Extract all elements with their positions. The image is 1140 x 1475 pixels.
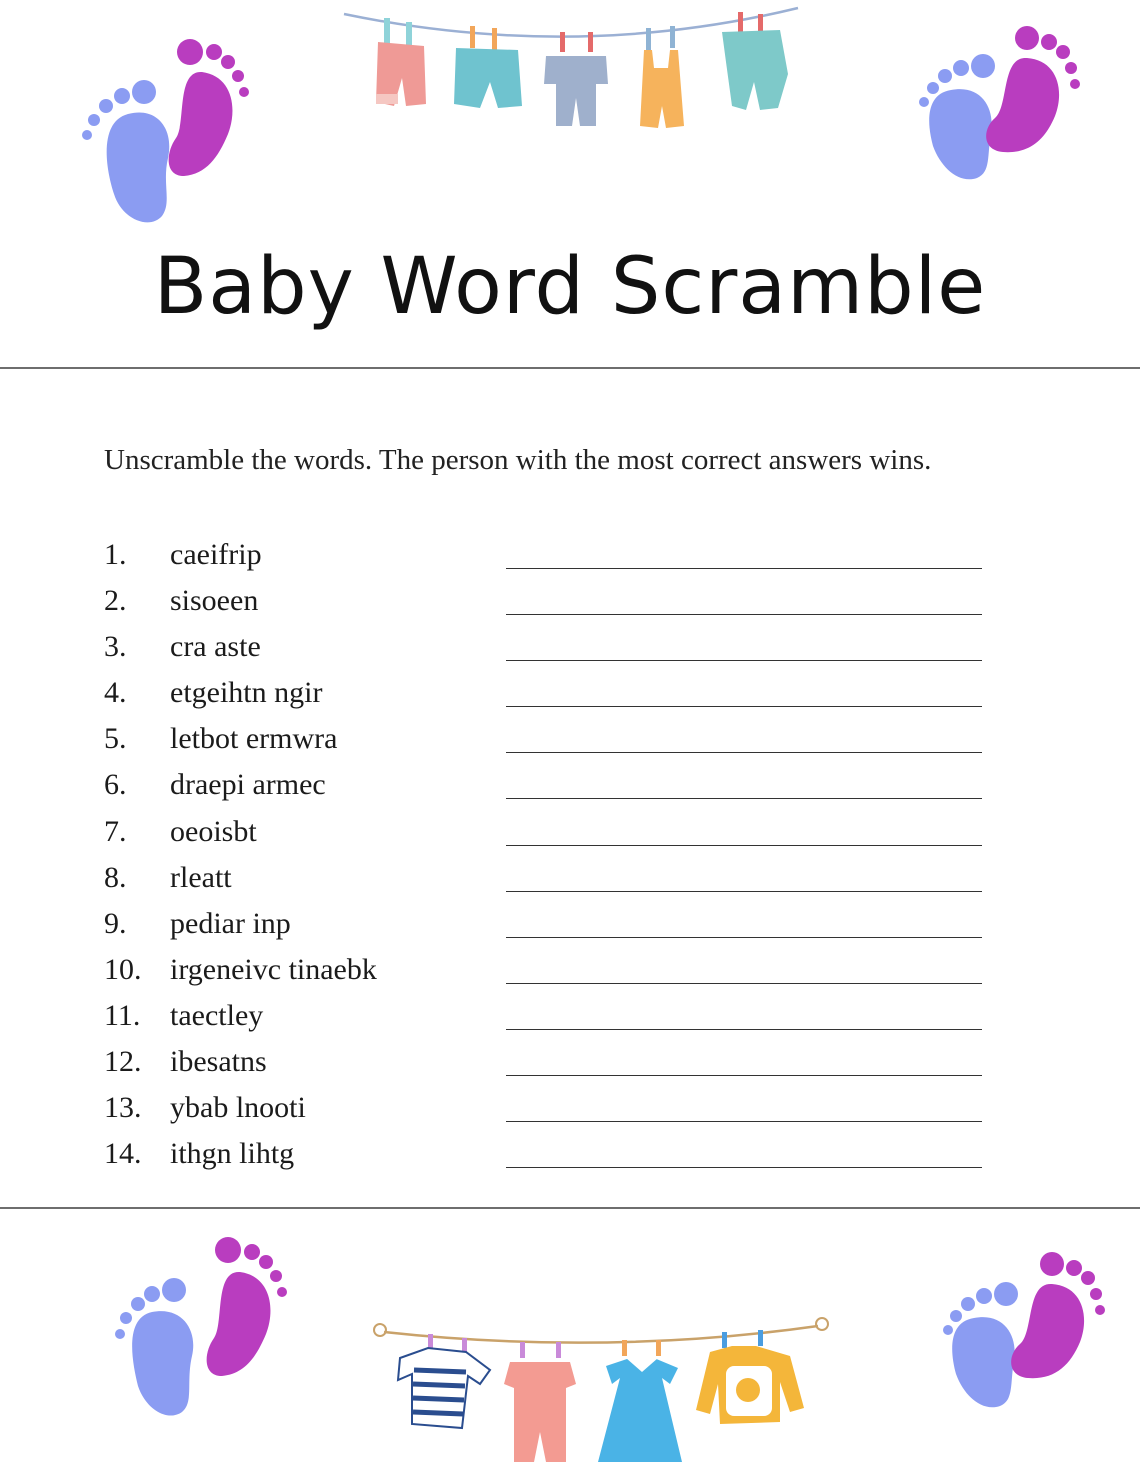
answer-line[interactable] [506, 568, 982, 569]
item-number: 6. [104, 768, 127, 802]
item-number: 7. [104, 814, 127, 848]
answer-line[interactable] [506, 983, 982, 984]
footprints-top-right-icon [915, 28, 1095, 218]
scrambled-word: oeoisbt [170, 814, 257, 848]
answer-line[interactable] [506, 614, 982, 615]
top-divider [0, 367, 1140, 369]
list-item [104, 1131, 984, 1177]
answer-line[interactable] [506, 660, 982, 661]
yellow-sweater-icon [696, 1330, 804, 1424]
pink-romper-icon [376, 18, 426, 106]
answer-line[interactable] [506, 1167, 982, 1168]
item-number: 11. [104, 998, 141, 1032]
scrambled-word: ibesatns [170, 1045, 267, 1079]
scrambled-word: rleatt [170, 860, 232, 894]
answer-line[interactable] [506, 1075, 982, 1076]
item-number: 8. [104, 860, 127, 894]
item-number: 4. [104, 676, 127, 710]
answer-line[interactable] [506, 1121, 982, 1122]
scrambled-word: pediar inp [170, 906, 291, 940]
blue-footprint-icon [943, 1282, 1018, 1407]
blue-romper-icon [544, 32, 608, 126]
purple-footprint-icon [207, 1237, 287, 1376]
item-number: 5. [104, 722, 127, 756]
teal-sleeper-icon [722, 12, 788, 110]
footprints-top-left-icon [76, 34, 256, 224]
answer-line[interactable] [506, 937, 982, 938]
item-number: 9. [104, 906, 127, 940]
pink-romper-icon [504, 1342, 576, 1462]
list-item [104, 624, 984, 670]
scramble-list [104, 532, 984, 1177]
purple-footprint-icon [1011, 1252, 1105, 1378]
list-item [104, 855, 984, 901]
item-number: 2. [104, 584, 127, 618]
item-number: 12. [104, 1045, 142, 1079]
scrambled-word: irgeneivc tinaebk [170, 952, 377, 986]
footprints-bottom-right-icon [940, 1256, 1120, 1446]
list-item [104, 670, 984, 716]
bottom-divider [0, 1207, 1140, 1209]
answer-line[interactable] [506, 845, 982, 846]
item-number: 1. [104, 538, 127, 571]
blue-footprint-icon [919, 54, 995, 179]
blue-footprint-icon [115, 1278, 193, 1416]
purple-footprint-icon [986, 26, 1080, 152]
scrambled-word: draepi armec [170, 768, 326, 802]
list-item [104, 1039, 984, 1085]
answer-line[interactable] [506, 1029, 982, 1030]
list-item [104, 993, 984, 1039]
list-item [104, 1085, 984, 1131]
scrambled-word: cra aste [170, 630, 261, 664]
blue-footprint-icon [82, 80, 169, 222]
clothesline-top-icon [340, 2, 810, 142]
answer-line[interactable] [506, 798, 982, 799]
list-item [104, 532, 984, 578]
list-item [104, 762, 984, 808]
item-number: 3. [104, 630, 127, 664]
list-item [104, 901, 984, 947]
answer-line[interactable] [506, 752, 982, 753]
scrambled-word: letbot ermwra [170, 722, 338, 756]
item-number: 14. [104, 1137, 142, 1171]
instructions-text: Unscramble the words. The person with the most correct answers wins. [104, 444, 932, 476]
answer-line[interactable] [506, 891, 982, 892]
answer-line[interactable] [506, 706, 982, 707]
list-item [104, 578, 984, 624]
item-number: 10. [104, 952, 142, 986]
teal-pants-icon [454, 26, 522, 108]
orange-overalls-icon [640, 26, 684, 128]
scrambled-word: sisoeen [170, 584, 259, 618]
footprints-bottom-left-icon [112, 1234, 292, 1424]
item-number: 13. [104, 1091, 142, 1125]
scrambled-word: ybab lnooti [170, 1091, 306, 1125]
blue-dress-icon [598, 1340, 682, 1462]
scrambled-word: taectley [170, 998, 264, 1032]
striped-tshirt-icon [398, 1334, 490, 1428]
purple-footprint-icon [169, 39, 249, 176]
page-title: Baby Word Scramble [153, 242, 987, 332]
scrambled-word: etgeihtn ngir [170, 676, 323, 710]
list-item [104, 947, 984, 993]
scrambled-word: ithgn lihtg [170, 1137, 295, 1171]
list-item [104, 809, 984, 855]
list-item [104, 716, 984, 762]
scrambled-word: caeifrip [170, 538, 262, 571]
clothesline-bottom-icon [370, 1312, 840, 1472]
